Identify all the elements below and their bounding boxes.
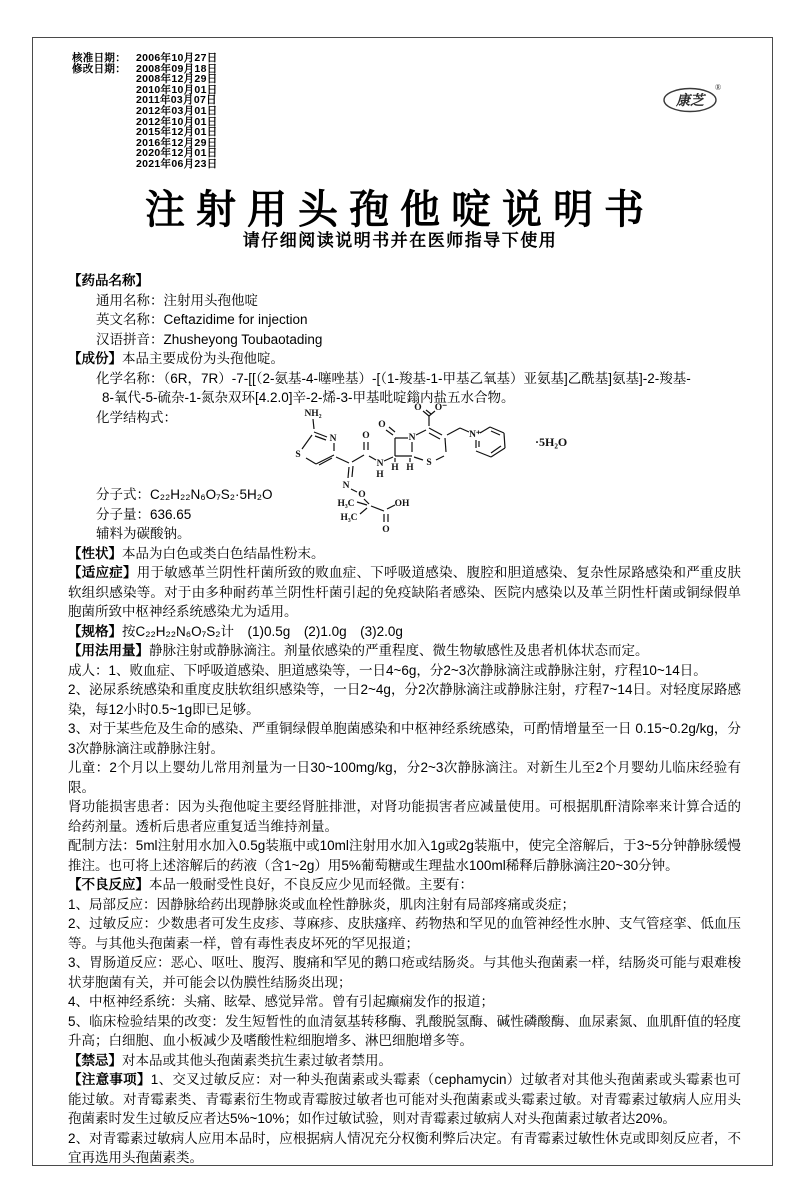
line-excipient: 辅料为碳酸钠。 <box>96 526 191 541</box>
section-description: 【性状】本品为白色或类白色结晶性粉末。 <box>68 545 325 561</box>
section-precautions: 【注意事项】1、交叉过敏反应：对一种头孢菌素或头霉素（cephamycin）过敏者对其他头孢菌素或头霉素也可能过敏。对青霉素类、青霉素衍生物或青霉胺过敏者也可能对头孢菌素或头霉素过敏。对青霉素过敏病人应用头孢菌素时发生过敏反应者达5%~10%；如作过敏试验，则对青霉素过敏病人对头孢菌素过敏者达20%。 <box>68 1072 742 1126</box>
atom-label: H₃C <box>337 499 355 509</box>
atom-label: O⁻ <box>434 403 448 413</box>
line-chemical-name-2: 8-氧代-5-硫杂-1-氮杂双环[4.2.0]辛-2-烯-3-甲基吡啶鎓内盐五水合物。 <box>102 390 515 405</box>
approval-date-row <box>72 53 218 64</box>
line-preparation: 配制方法：5ml注射用水加入0.5g装瓶中或10ml注射用水加入1g或2g装瓶中，使完全溶解后，于3~5分钟静脉缓慢推注。也可将上述溶解后的药液（含1~2g）用5%葡萄糖或生理盐水100ml稀释后静脉滴注20~30分钟。 <box>68 838 741 873</box>
revision-date-label <box>72 159 136 170</box>
section-strength: 【规格】按C₂₂H₂₂N₆O₇S₂计 (1)0.5g (2)1.0g (3)2.0g <box>68 623 403 639</box>
line-structure-label: 化学结构式： <box>96 409 177 425</box>
section-heading: 【适应症】 <box>68 565 137 580</box>
revision-dates <box>72 64 218 170</box>
revision-date-label <box>72 148 136 159</box>
section-adverse-reactions: 【不良反应】本品一般耐受性良好，不良反应少见而轻微。主要有： <box>68 877 473 892</box>
atom-label: N <box>342 481 350 491</box>
revision-date-row <box>72 106 218 117</box>
revision-date-value: 2020年12月01日 <box>136 147 218 160</box>
line-pinyin-name: 汉语拼音：Zhusheyong Toubaotading <box>96 331 323 347</box>
section-heading: 【性状】 <box>68 545 122 561</box>
line-adverse-3: 3、胃肠道反应：恶心、呕吐、腹泻、腹痛和罕见的鹅口疮或结肠炎。与其他头孢菌素一样，结肠炎可能与艰难梭状芽胞菌有关，并可能会以伪膜性结肠炎出现； <box>68 955 741 990</box>
revision-date-label <box>72 74 136 85</box>
atom-label: N <box>408 433 416 443</box>
line-dosage-adult-3: 3、对于某些危及生命的感染、严重铜绿假单胞菌感染和中枢神经系统感染，可酌情增量至一日 0.15~0.2g/kg，分3次静脉滴注或静脉注射。 <box>68 721 741 756</box>
revision-date-value: 2010年10月01日 <box>136 83 218 96</box>
atom-label: H <box>376 470 384 480</box>
atom-label: O <box>382 525 390 535</box>
brand-logo <box>658 78 730 123</box>
line-generic-name: 通用名称：注射用头孢他啶 <box>96 292 258 308</box>
approval-date-value: 2006年10月27日 <box>136 52 218 64</box>
line-dosage-adult-1: 成人：1、败血症、下呼吸道感染、胆道感染等，一日4~6g，分2~3次静脉滴注或静脉注射，疗程10~14日。 <box>68 662 707 678</box>
approval-date-label: 核准日期： <box>72 52 126 64</box>
atom-label: H <box>391 463 399 473</box>
revision-date-value: 2021年06月23日 <box>136 157 218 170</box>
revision-date-value: 2016年12月29日 <box>136 136 218 149</box>
revision-date-label <box>72 117 136 128</box>
revision-date-value: 2008年12月29日 <box>136 73 218 86</box>
line-molecular-weight: 分子量：636.65 <box>96 506 192 522</box>
section-indications: 【适应症】用于敏感革兰阴性杆菌所致的败血症、下呼吸道感染、腹腔和胆道感染、复杂性尿路感染和严重皮肤软组织感染等。对于由多种耐药革兰阴性杆菌引起的免疫缺陷者感染、医院内感染以及革兰阴性杆菌或铜绿假单胞菌所致中枢神经系统感染尤为适用。 <box>68 565 742 619</box>
revision-date-label <box>72 127 136 138</box>
revision-date-value: 2011年03月07日 <box>136 94 217 107</box>
revision-date-value: 2015年12月01日 <box>136 126 218 139</box>
atom-label: N⁺ <box>469 430 481 440</box>
section-contraindications: 【禁忌】对本品或其他头孢菌素类抗生素过敏者禁用。 <box>68 1052 392 1068</box>
section-heading: 【成份】 <box>68 351 122 366</box>
line-adverse-1: 1、局部反应：因静脉给药出现静脉炎或血栓性静脉炎，肌肉注射有局部疼痛或炎症； <box>68 896 576 912</box>
atom-label: S <box>295 450 301 460</box>
line-adverse-4: 4、中枢神经系统：头痛、眩晕、感觉异常。曾有引起癫痫发作的报道； <box>68 994 495 1009</box>
line-precautions-2: 2、对青霉素过敏病人应用本品时，应根据病人情况充分权衡利弊后决定。有青霉素过敏性休克或即刻反应者，不宜再选用头孢菌素类。 <box>68 1130 741 1165</box>
atom-label: O <box>362 431 370 441</box>
revision-date-label <box>72 85 136 96</box>
atom-label: H₃C <box>340 513 358 523</box>
section-heading: 【注意事项】 <box>68 1072 151 1087</box>
section-drug-name <box>68 271 741 291</box>
atom-label: O <box>378 420 386 430</box>
page-subtitle: 请仔细阅读说明书并在医师指导下使用 <box>242 231 558 250</box>
brand-logo-icon <box>658 78 730 118</box>
section-heading: 【不良反应】 <box>68 877 149 892</box>
section-dosage: 【用法用量】静脉注射或静脉滴注。剂量依感染的严重程度、微生物敏感性及患者机体状态而定。 <box>68 643 649 658</box>
atom-label: N <box>376 459 384 469</box>
line-chemical-name-1: 化学名称：（6R，7R）-7-[[（2-氨基-4-噻唑基）-[（1-羧基-1-甲基乙氧基）亚氨基]乙酰基]氨基]-2-羧基- <box>96 370 691 386</box>
hydrate-label: ·5H₂O <box>535 435 568 449</box>
atom-label: O <box>414 403 422 413</box>
revision-date-value: 2012年03月01日 <box>136 104 218 117</box>
revision-date-label <box>72 138 136 149</box>
section-heading: 【禁忌】 <box>68 1052 122 1068</box>
brand-logo-text: 康芝 <box>676 94 704 109</box>
section-heading: 【用法用量】 <box>68 643 149 658</box>
section-heading: 【药品名称】 <box>68 273 149 288</box>
revision-date-row <box>72 159 218 170</box>
line-molecular-formula: 分子式：C₂₂H₂₂N₆O₇S₂·5H₂O <box>96 487 273 502</box>
revision-date-value: 2012年10月01日 <box>136 115 218 128</box>
revision-date-value: 2008年09月18日 <box>136 62 218 75</box>
atom-label: NH₂ <box>304 409 322 419</box>
line-adverse-5: 5、临床检验结果的改变：发生短暂性的血清氨基转移酶、乳酸脱氢酶、碱性磷酸酶、血尿素氮、血肌酐值的轻度升高；白细胞、血小板减少及嗜酸性粒细胞增多、淋巴细胞增多等。 <box>68 1013 741 1048</box>
registered-trademark-icon: ® <box>714 83 722 92</box>
section-heading: 【规格】 <box>68 623 122 639</box>
atom-label: S <box>426 458 432 468</box>
atom-label: N <box>329 434 337 444</box>
revision-date-label: 修改日期： <box>72 62 126 75</box>
line-adverse-2: 2、过敏反应：少数患者可发生皮疹、荨麻疹、皮肤瘙痒、药物热和罕见的血管神经性水肿、支气管痉挛、低血压等。与其他头孢菌素一样，曾有毒性表皮坏死的罕见报道； <box>68 916 741 951</box>
chemical-structure-diagram <box>283 402 613 542</box>
revision-date-label <box>72 95 136 106</box>
dates-block <box>72 53 218 170</box>
atom-label: H <box>406 463 414 473</box>
atom-label: O <box>358 490 366 500</box>
line-dosage-adult-2: 2、泌尿系统感染和重度皮肤软组织感染等，一日2~4g，分2次静脉滴注或静脉注射，疗程7~14日。对轻度尿路感染，每12小时0.5~1g即已足够。 <box>68 682 741 717</box>
line-dosage-children: 儿童：2个月以上婴幼儿常用剂量为一日30~100mg/kg，分2~3次静脉滴注。对新生儿至2个月婴幼儿临床经验有限。 <box>68 760 741 795</box>
page-title: 注射用头孢他啶说明书 <box>145 188 655 232</box>
section-composition: 【成份】本品主要成份为头孢他啶。 <box>68 351 284 366</box>
line-english-name: 英文名称：Ceftazidime for injection <box>96 312 308 327</box>
line-dosage-renal: 肾功能损害患者：因为头孢他啶主要经肾脏排泄，对肾功能损害者应减量使用。可根据肌酐清除率来计算合适的给药剂量。透析后患者应重复适当维持剂量。 <box>68 799 741 834</box>
revision-date-label <box>72 106 136 117</box>
atom-label: OH <box>394 499 410 509</box>
